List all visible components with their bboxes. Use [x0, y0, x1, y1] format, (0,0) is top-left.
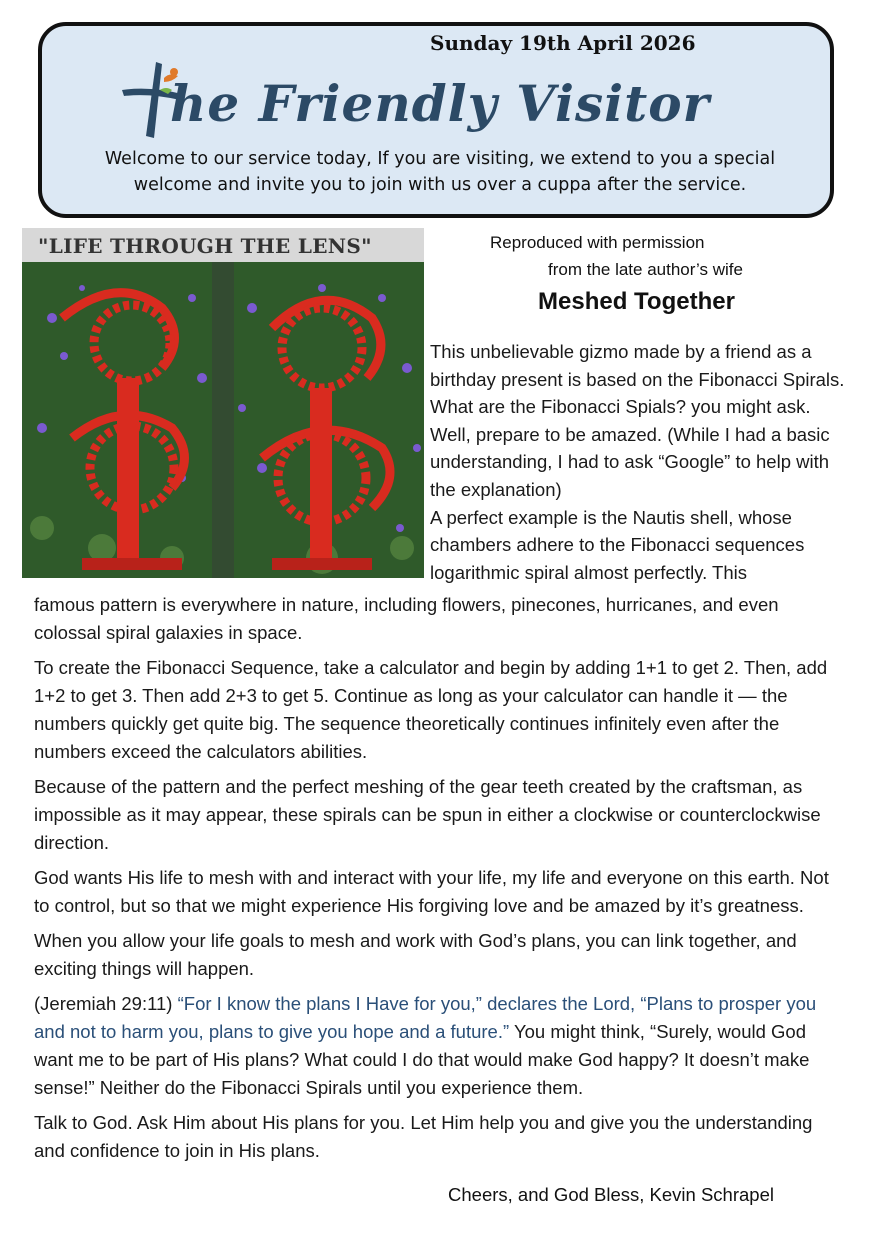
- nautilus-paragraph-start: A perfect example is the Nautis shell, whose chambers adhere to the Fibonacci sequences logarithmic spiral almost perfectly. This: [430, 506, 805, 583]
- body-paragraph: God wants His life to mesh with and interact with your life, my life and everyone on this earth. Not to control, but so that we might experience His forgiving love and be amazed by it’s greatness.: [34, 867, 829, 916]
- body-paragraph: To create the Fibonacci Sequence, take a calculator and begin by adding 1+1 to get 2. Then, add 1+2 to get 3. Then add 2+3 to get 5. Continue as long as your calculator can handle it — the numbers quickly get quite big. The sequence theoretically continues infinitely even after the numbers exceed the calculators abilities.: [34, 657, 828, 762]
- body-paragraph: When you allow your life goals to mesh and work with God’s plans, you can link together, and exciting things will happen.: [34, 930, 797, 979]
- closing-paragraph: Talk to God. Ask Him about His plans for you. Let Him help you and give you the understanding and confidence to join in His plans.: [34, 1112, 813, 1161]
- fibonacci-gears-photo: [22, 228, 424, 578]
- scripture-quote: “For I know the plans I Have for you,” declares the Lord, “Plans to prosper you and not to harm you, plans to give you hope and a future.”: [34, 993, 817, 1042]
- article-intro: [430, 338, 850, 586]
- credit-line-1: Reproduced with permission: [490, 233, 705, 252]
- photo-caption: "LIFE THROUGH THE LENS": [38, 234, 372, 258]
- article-body: [34, 591, 844, 1172]
- body-paragraph: Because of the pattern and the perfect meshing of the gear teeth created by the craftsman, as impossible as it may appear, these spirals can be spun in either a clockwise or counterclockwise direction.: [34, 776, 821, 853]
- welcome-message: Welcome to our service today, If you are visiting, we extend to you a special welcome and invite you to join with us over a cuppa after the service.: [104, 149, 776, 195]
- credit-line-2: from the late author’s wife: [548, 260, 743, 279]
- article-title: Meshed Together: [538, 288, 735, 315]
- scripture-reference: (Jeremiah 29:11): [34, 993, 178, 1014]
- nautilus-paragraph-continuation: famous pattern is everywhere in nature, including flowers, pinecones, hurricanes, and even colossal spiral galaxies in space.: [34, 594, 779, 643]
- newsletter-title: he Friendly Visitor: [170, 74, 710, 133]
- scripture-paragraph: [34, 990, 844, 1102]
- scripture-reflection: You might think, “Surely, would God want me to be part of His plans? What could I do that would make God happy? It doesn’t make sense!” Neither do the Fibonacci Spirals until you experience them.: [34, 1021, 810, 1098]
- author-signoff: Cheers, and God Bless, Kevin Schrapel: [448, 1184, 774, 1205]
- issue-date: Sunday 19th April 2026: [430, 31, 696, 55]
- masthead: [120, 60, 760, 144]
- intro-paragraph: This unbelievable gizmo made by a friend as a birthday present is based on the Fibonacci Spirals. What are the Fibonacci Spials? you might ask. Well, prepare to be amazed. (While I had a basic understanding, I had to ask “Google” to help with the explanation): [430, 341, 845, 500]
